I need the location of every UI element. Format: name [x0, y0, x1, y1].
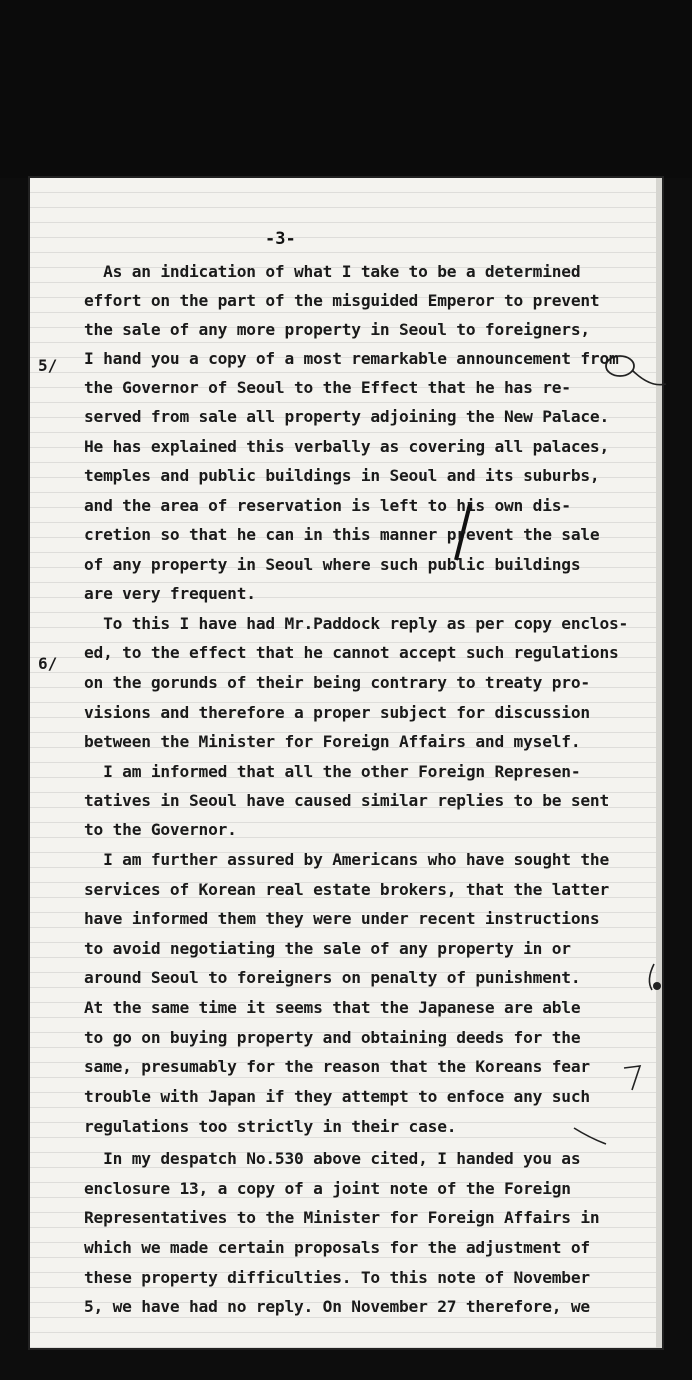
- text-line: of any property in Seoul where such public buildings: [84, 555, 581, 574]
- text-line: services of Korean real estate brokers, that the latter: [84, 880, 610, 899]
- text-line: effort on the part of the misguided Emperor to prevent: [84, 291, 600, 310]
- text-line: served from sale all property adjoining the New Palace.: [84, 407, 610, 426]
- text-line: Representatives to the Minister for Foreign Affairs in: [84, 1208, 600, 1227]
- text-line: I am informed that all the other Foreign Represen-: [84, 762, 581, 781]
- text-line: on the gorunds of their being contrary to treaty pro-: [84, 673, 590, 692]
- text-line: are very frequent.: [84, 584, 256, 603]
- handwritten-seven-mark: [618, 1060, 648, 1095]
- text-line: As an indication of what I take to be a determined: [84, 262, 581, 281]
- text-line: 5, we have had no reply. On November 27 therefore, we: [84, 1297, 590, 1316]
- text-line: between the Minister for Foreign Affairs and myself.: [84, 732, 581, 751]
- text-line: the sale of any more property in Seoul to foreigners,: [84, 320, 590, 339]
- text-line: have informed them they were under recent instructions: [84, 909, 600, 928]
- text-line: To this I have had Mr.Paddock reply as per copy enclos-: [84, 614, 629, 633]
- text-line: tatives in Seoul have caused similar replies to be sent: [84, 791, 610, 810]
- text-line: to avoid negotiating the sale of any property in or: [84, 939, 571, 958]
- text-line: around Seoul to foreigners on penalty of punishment.: [84, 968, 581, 987]
- text-line: temples and public buildings in Seoul and its suburbs,: [84, 466, 600, 485]
- text-line: trouble with Japan if they attempt to enfoce any such: [84, 1087, 590, 1106]
- text-line: to go on buying property and obtaining deeds for the: [84, 1028, 581, 1047]
- text-line: visions and therefore a proper subject for discussion: [84, 703, 590, 722]
- text-line: regulations too strictly in their case.: [84, 1117, 457, 1136]
- page-number: -3-: [265, 229, 296, 249]
- margin-note-5: 5/: [38, 356, 58, 375]
- text-line: At the same time it seems that the Japanese are able: [84, 998, 581, 1017]
- text-line: enclosure 13, a copy of a joint note of the Foreign: [84, 1179, 571, 1198]
- film-border-top: [0, 0, 692, 178]
- handwritten-tick-mark: [570, 1120, 610, 1150]
- text-line: same, presumably for the reason that the Koreans fear: [84, 1057, 590, 1076]
- text-line: In my despatch No.530 above cited, I handed you as: [84, 1149, 581, 1168]
- text-line: I hand you a copy of a most remarkable announcement from: [84, 349, 619, 368]
- text-line: He has explained this verbally as covering all palaces,: [84, 437, 610, 456]
- text-line: to the Governor.: [84, 820, 237, 839]
- text-line: these property difficulties. To this note of November: [84, 1268, 590, 1287]
- text-line: cretion so that he can in this manner prevent the sale: [84, 525, 600, 544]
- handwritten-hook-mark: [640, 960, 670, 1020]
- text-line: the Governor of Seoul to the Effect that he has re-: [84, 378, 571, 397]
- text-line: and the area of reservation is left to his own dis-: [84, 496, 571, 515]
- text-line: I am further assured by Americans who have sought the: [84, 850, 610, 869]
- text-line: which we made certain proposals for the adjustment of: [84, 1238, 590, 1257]
- text-line: ed, to the effect that he cannot accept such regulations: [84, 643, 619, 662]
- margin-note-6: 6/: [38, 654, 58, 673]
